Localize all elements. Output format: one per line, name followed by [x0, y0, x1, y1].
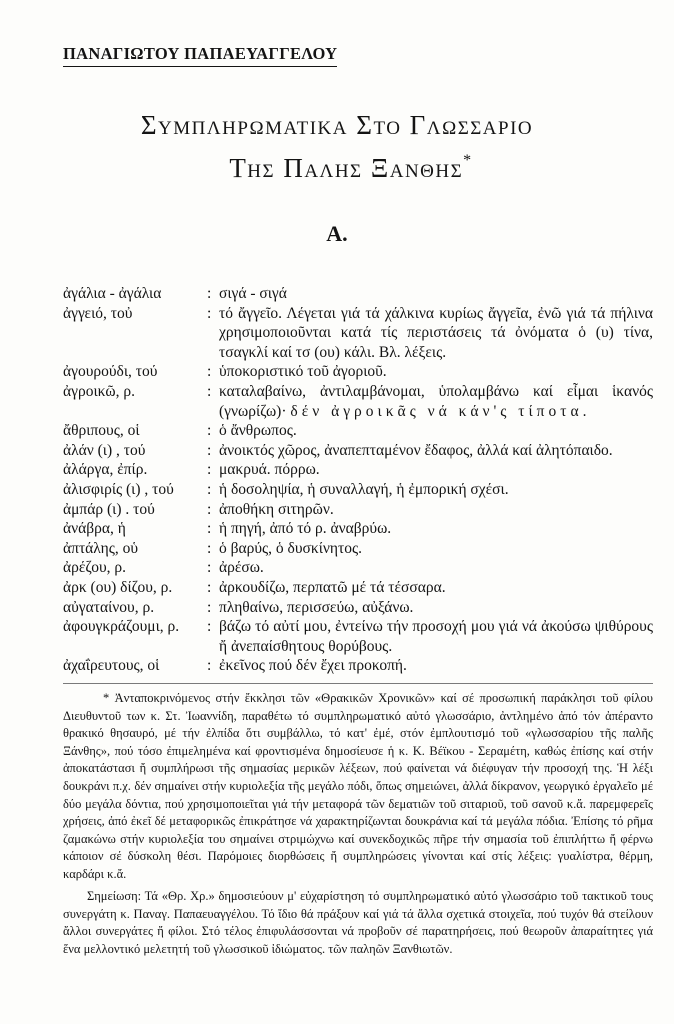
entry-separator: : — [207, 598, 212, 616]
glossary-term: ἀπτάλης, οὑ — [63, 539, 139, 557]
article-title-text: Της Παλησ Ξανθησ — [229, 153, 464, 183]
entry-separator: : — [207, 539, 212, 557]
article-title-line-1: Συμπληρωματικα Στο Γλωσσαριο — [140, 110, 534, 140]
definition-text: καταλαβαίνω, ἀντιλαμβάνομαι, ὑπολαμβάνω καί εἶμαι ἱκανός (γνωρίζω)· — [219, 382, 653, 420]
entry-separator: : — [207, 500, 212, 518]
glossary-entry — [63, 382, 653, 421]
glossary-definition — [219, 382, 653, 421]
glossary-definition: ὁ βαρύς, ὁ δυσκίνητος. — [219, 539, 362, 557]
glossary-definition: σιγά - σιγά — [219, 285, 287, 302]
glossary-term: ἀγουρούδι, τού — [63, 363, 158, 381]
glossary-definition: μακρυά. πόρρω. — [219, 461, 320, 479]
footnote-divider — [63, 683, 653, 684]
glossary-term: ἀλάργα, ἐπίρ. — [63, 461, 148, 479]
glossary-entry — [63, 441, 653, 461]
glossary-term: ἀγάλια - ἀγάλια — [63, 285, 162, 302]
glossary-definition: ἀνοικτός χῶρος, ἀναπεπταμένον ἔδαφος, ἀλλά καί ἀλητόπαιδο. — [219, 441, 613, 459]
entry-separator: : — [207, 285, 212, 302]
footnote-author: * Ἀνταποκρινόμενος στήν ἔκκλησι τῶν «Θρακικῶν Χρονικῶν» καί σέ προσωπική παράκλησι τοῦ φίλου Διευθυντοῦ των κ. Στ. Ἰωαννίδη, παραθέτω τό συμπληρωματικό αὐτό γλωσσάριο, ἀντλημένο ἀπό τόν ἀπέραντο θρακικό θησαυρό, μέ τήν ἐλπίδα ὅτι συμβάλλω, τό κατ' ἐμέ, στόν ἐμπλουτισμό τοῦ «γλωσσαρίου τῆς παλῆς Ξάνθης», πού τόσο ἐπιμελημένα καί φροντισμένα δημοσίευσε ἡ κ. Κ. Βέϊκου - Σεραμέτη, καθώς ἐπίσης καί στήν ἀποκατάστασι ἤ συμπλήρωσι τῆς σημασίας μερικῶν λέξεων, πού φαίνεται νά διέφυγαν τήν προσοχή της. Ἡ λέξι δουκράνι π.χ. δέν σημαίνει στήν κυριολεξία τῆς μεγάλο πόδι, ὅπως σημειώνει, ἀλλά δίκρανον, γεωργικό ἐργαλεῖο μέ δύο μεγάλα δόντια, πού χρησιμοποιεῖται γιά τήν μεταφορά τῶν δεματιῶν τοῦ σιταριοῦ, τοῦ σανοῦ κ.ἄ. παρεμφερεῖς χρήσεις, ἀπό ἐκεῖ δέ μεταφορικῶς ἐπικράτησε νά χαρακτηρίζωνται δουκράνια καί τά μεγάλα πόδια. Ἐπίσης τό ρῆμα ζαμακώνω στήν κυριολεξία του σημαίνει στριμώχνω καί συνεκδοχικῶς πῆρε τήν σημασία τοῦ ἐπιπλήττω ἤ φέρνω κάποιον σέ δύσκολη θέσι. Παρόμοιες διορθώσεις ἤ συμπληρώσεις γίνονται καί στίς λέξεις: γυαλίστρα, θέρμη, καρδάρι κ.ἄ. — [63, 691, 653, 881]
glossary-term: ἀγροικῶ, ρ. — [63, 382, 135, 400]
glossary-definition: ἡ πηγή, ἀπό τό ρ. ἀναβρύω. — [219, 520, 392, 538]
glossary-entry — [63, 519, 653, 539]
glossary-term: ἀμπάρ (ι) . τού — [63, 500, 155, 518]
glossary-term: ἀχαΐρευτους, οἱ — [63, 657, 160, 675]
glossary-definition: ἀποθήκη σιτηρῶν. — [219, 500, 334, 518]
glossary-entry — [63, 284, 653, 304]
entry-separator: : — [207, 382, 212, 400]
glossary-entry — [63, 617, 653, 656]
glossary-term: ἀνάβρα, ἡ — [63, 520, 126, 538]
entry-separator: : — [207, 480, 212, 498]
glossary-entry — [63, 500, 653, 520]
entry-separator: : — [207, 363, 212, 381]
glossary-entry — [63, 558, 653, 578]
glossary-entry — [63, 460, 653, 480]
footnote-editorial-note: Σημείωση: Τά «Θρ. Χρ.» δημοσιεύουν μ' εὐχαρίστηση τό συμπληρωματικό αὐτό γλωσσάριο τοῦ τακτικοῦ τους συνεργάτη κ. Παναγ. Παπαευαγγέλου. Τό ἴδιο θά πράξουν καί γιά τά ἄλλα σχετικά στοιχεῖα, πού τυχόν θά στείλουν ἄλλοι συνεργάτες ἤ φίλοι. Στό τέλος ἐπιφυλάσσονται νά προβοῦν σέ παρατηρήσεις, πού θεωροῦν ἀπαραίτητες γιά ἕνα μελλοντικό μελετητή τοῦ γλωσσικοῦ ἰδιώματος. τῶν παληῶν Ξανθιωτῶν. — [63, 889, 653, 956]
glossary-list — [63, 284, 653, 676]
glossary-definition: ἐκεῖνος πού δέν ἔχει προκοπή. — [219, 657, 407, 675]
glossary-term: ἀλάν (ι) , τού — [63, 441, 146, 459]
glossary-entry — [63, 362, 653, 382]
entry-separator: : — [207, 578, 212, 596]
glossary-entry — [63, 304, 653, 363]
glossary-definition: τό ἄγγεῖο. Λέγεται γιά τά χάλκινα κυρίως ἄγγεῖα, ἐνῶ γιά τά πήλινα χρησιμοποιοῦνται κατά τίς περιστάσεις τά ὀνόματα ὁ (υ) τίνα, τσαγκλί καί τσ (ου) κάλι. Βλ. λέξεις. — [219, 304, 653, 361]
section-letter: Α. — [326, 221, 348, 246]
glossary-definition: ὁ ἄνθρωπος. — [219, 422, 297, 440]
glossary-definition: πληθαίνω, περισσεύω, αὐξάνω. — [219, 598, 414, 616]
entry-separator: : — [207, 461, 212, 479]
glossary-term: αὐγαταίνου, ρ. — [63, 598, 155, 616]
glossary-term: ἀλισφιρίς (ι) , τού — [63, 480, 174, 498]
example-phrase: δέν ἀγροικᾶς νά κάν'ς τίποτα. — [290, 402, 591, 420]
entry-separator: : — [207, 304, 212, 322]
entry-separator: : — [207, 657, 212, 675]
glossary-term: ἀρέζου, ρ. — [63, 559, 126, 577]
glossary-definition: ὑποκοριστικό τοῦ ἀγοριοῦ. — [219, 363, 387, 381]
entry-separator: : — [207, 520, 212, 538]
glossary-entry — [63, 598, 653, 618]
glossary-term: ἀρκ (ου) δίζου, ρ. — [63, 578, 173, 596]
entry-separator: : — [207, 559, 212, 577]
footnote-marker: * — [463, 152, 473, 169]
glossary-entry — [63, 578, 653, 598]
glossary-term: ἄθριπους, οἱ — [63, 422, 140, 440]
entry-separator: : — [207, 441, 212, 459]
author-header: ΠΑΝΑΓΙΩΤΟΥ ΠΑΠΑΕΥΑΓΓΕΛΟΥ — [63, 44, 337, 67]
glossary-definition: ἀρκουδίζω, περπατῶ μέ τά τέσσαρα. — [219, 578, 446, 596]
glossary-definition: ἡ δοσοληψία, ἡ συναλλαγή, ἡ ἐμπορική σχέσι. — [219, 480, 509, 498]
glossary-term: ἀφουγκράζουμι, ρ. — [63, 618, 180, 636]
glossary-entry — [63, 421, 653, 441]
glossary-definition: βάζω τό αὐτί μου, ἐντείνω τήν προσοχή μου γιά νά ἀκούσω ψιθύρους ἤ ἀνεπαίσθητους θορύβους. — [219, 618, 653, 655]
glossary-entry — [63, 539, 653, 559]
entry-separator: : — [207, 422, 212, 440]
glossary-term: ἀγγειό, τοὐ — [63, 304, 133, 322]
glossary-entry — [63, 656, 653, 676]
glossary-definition: ἀρέσω. — [219, 559, 264, 577]
entry-separator: : — [207, 618, 212, 636]
glossary-entry — [63, 480, 653, 500]
article-title-line-2 — [14, 153, 674, 184]
